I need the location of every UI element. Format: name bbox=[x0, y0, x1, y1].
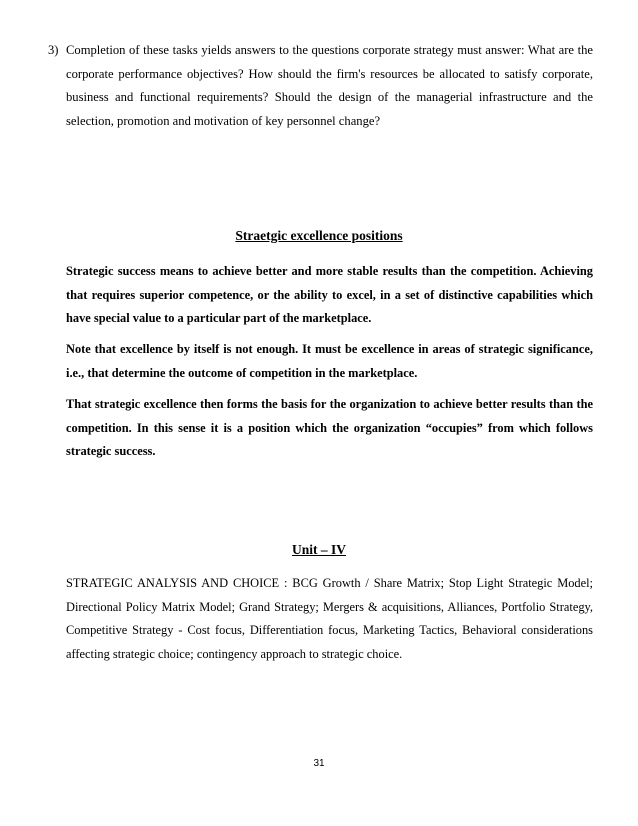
section-heading-unit-iv: Unit – IV bbox=[291, 542, 346, 557]
paragraph-unit-iv-topics: STRATEGIC ANALYSIS AND CHOICE : BCG Growth / Share Matrix; Stop Light Strategic Model; Directional Policy Matrix Model; Grand Strategy; Mergers & acquisitions, Alliances, Portfolio Strategy, Competitive Strategy - Cost focus, Differentiation focus, Marketing Tactics, Behavioral considerations affecting strategic choice; contingency approach to strategic choice. bbox=[66, 576, 593, 661]
item-text: Completion of these tasks yields answers to the questions corporate strategy must answer: What are the corporate performance objectives? How should the firm's resources be allocated to satisfy corporate, business and functional requirements? Should the design of the managerial infrastructure and the selection, promotion and motivation of key personnel change? bbox=[66, 43, 593, 128]
numbered-item-3 bbox=[48, 39, 593, 133]
section-heading-strategic-excellence: Straetgic excellence positions bbox=[235, 228, 403, 243]
paragraph-strategic-success: Strategic success means to achieve better and more stable results than the competition. Achieving that requires superior competence, or the ability to excel, in a set of distinctive capabilities which have special value to a particular part of the marketplace. bbox=[66, 264, 593, 325]
page-number: 31 bbox=[313, 758, 325, 769]
item-number: 3) bbox=[48, 43, 59, 57]
paragraph-excellence-basis: That strategic excellence then forms the basis for the organization to achieve better results than the competition. In this sense it is a position which the organization “occupies” from which follows strategic success. bbox=[66, 397, 593, 458]
paragraph-excellence-not-enough: Note that excellence by itself is not enough. It must be excellence in areas of strategic significance, i.e., that determine the outcome of competition in the marketplace. bbox=[66, 342, 593, 380]
